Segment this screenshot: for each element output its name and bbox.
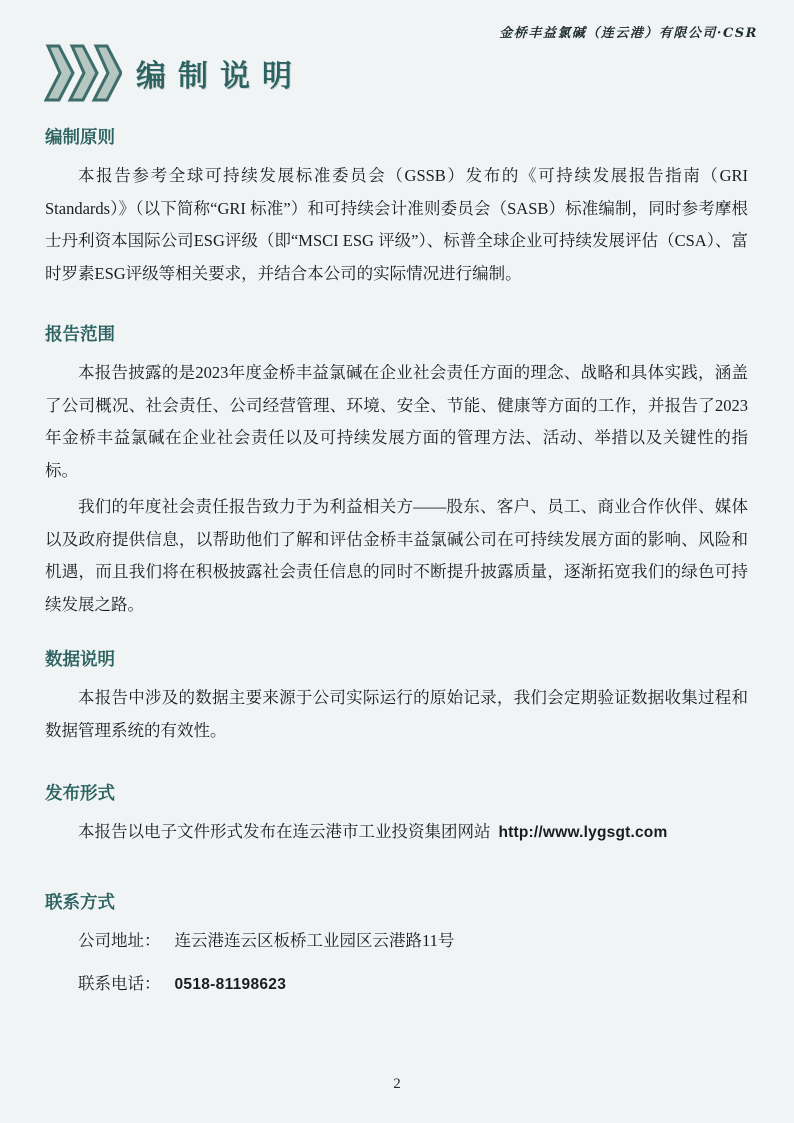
section-report-scope: [45, 323, 748, 621]
contact-address-value: 连云港连云区板桥工业园区云港路11号: [174, 930, 455, 950]
section-heading-data: 数据说明: [45, 649, 115, 669]
section-heading-principles: 编制原则: [45, 127, 115, 147]
publish-text: 本报告以电子文件形式发布在连云港市工业投资集团网站: [78, 822, 491, 841]
page-number: 2: [393, 1076, 401, 1092]
contact-row-phone: [45, 969, 748, 1000]
contact-address-label: 公司地址：: [78, 930, 161, 950]
page-title-row: [44, 44, 304, 102]
contact-phone-label: 联系电话：: [78, 973, 161, 993]
header-company-name: 金桥丰益氯碱（连云港）有限公司·CSR: [499, 26, 758, 41]
section-data-notes: [45, 648, 748, 747]
page-title: 编制说明: [136, 60, 304, 93]
triple-chevron-icon: [44, 44, 122, 102]
section-heading-contact: 联系方式: [45, 891, 115, 912]
contact-row-address: [45, 926, 748, 956]
section-compilation-principles: [45, 126, 748, 290]
data-notes-paragraph: 本报告中涉及的数据主要来源于公司实际运行的原始记录，我们会定期验证数据收集过程和数据管理系统的有效性。: [45, 688, 748, 740]
contact-phone-value: 0518-81198623: [174, 975, 287, 993]
page-content: [45, 126, 748, 1000]
scope-paragraph-2: 我们的年度社会责任报告致力于为利益相关方——股东、客户、员工、商业合作伙伴、媒体以及政府提供信息，以帮助他们了解和评估金桥丰益氯碱公司在可持续发展方面的影响、风险和机遇，而且我们将在积极披露社会责任信息的同时不断提升披露质量，逐渐拓宽我们的绿色可持续发展之路。: [45, 497, 748, 614]
section-heading-publish: 发布形式: [45, 783, 115, 803]
publish-line: [45, 816, 748, 850]
section-publication-form: [45, 782, 748, 850]
section-heading-scope: 报告范围: [45, 324, 115, 344]
section-contact-info: [45, 891, 748, 1000]
principles-paragraph: 本报告参考全球可持续发展标准委员会（GSSB）发布的《可持续发展报告指南（GRI Standards）》（以下简称“GRI 标准”）和可持续会计准则委员会（SASB）标准编制，同时参考摩根士丹利资本国际公司ESG评级（即“MSCI ESG 评级”）、标普全球企业可持续发展评估（CSA）、富时罗素ESG评级等相关要求，并结合本公司的实际情况进行编制。: [45, 166, 748, 283]
publish-url-link[interactable]: http://www.lygsgt.com: [498, 824, 668, 841]
scope-paragraph-1: 本报告披露的是2023年度金桥丰益氯碱在企业社会责任方面的理念、战略和具体实践，涵盖了公司概况、社会责任、公司经营管理、环境、安全、节能、健康等方面的工作，并报告了2023 年金桥丰益氯碱在企业社会责任以及可持续发展方面的管理方法、活动、举措以及关键性的指标。: [45, 363, 748, 480]
